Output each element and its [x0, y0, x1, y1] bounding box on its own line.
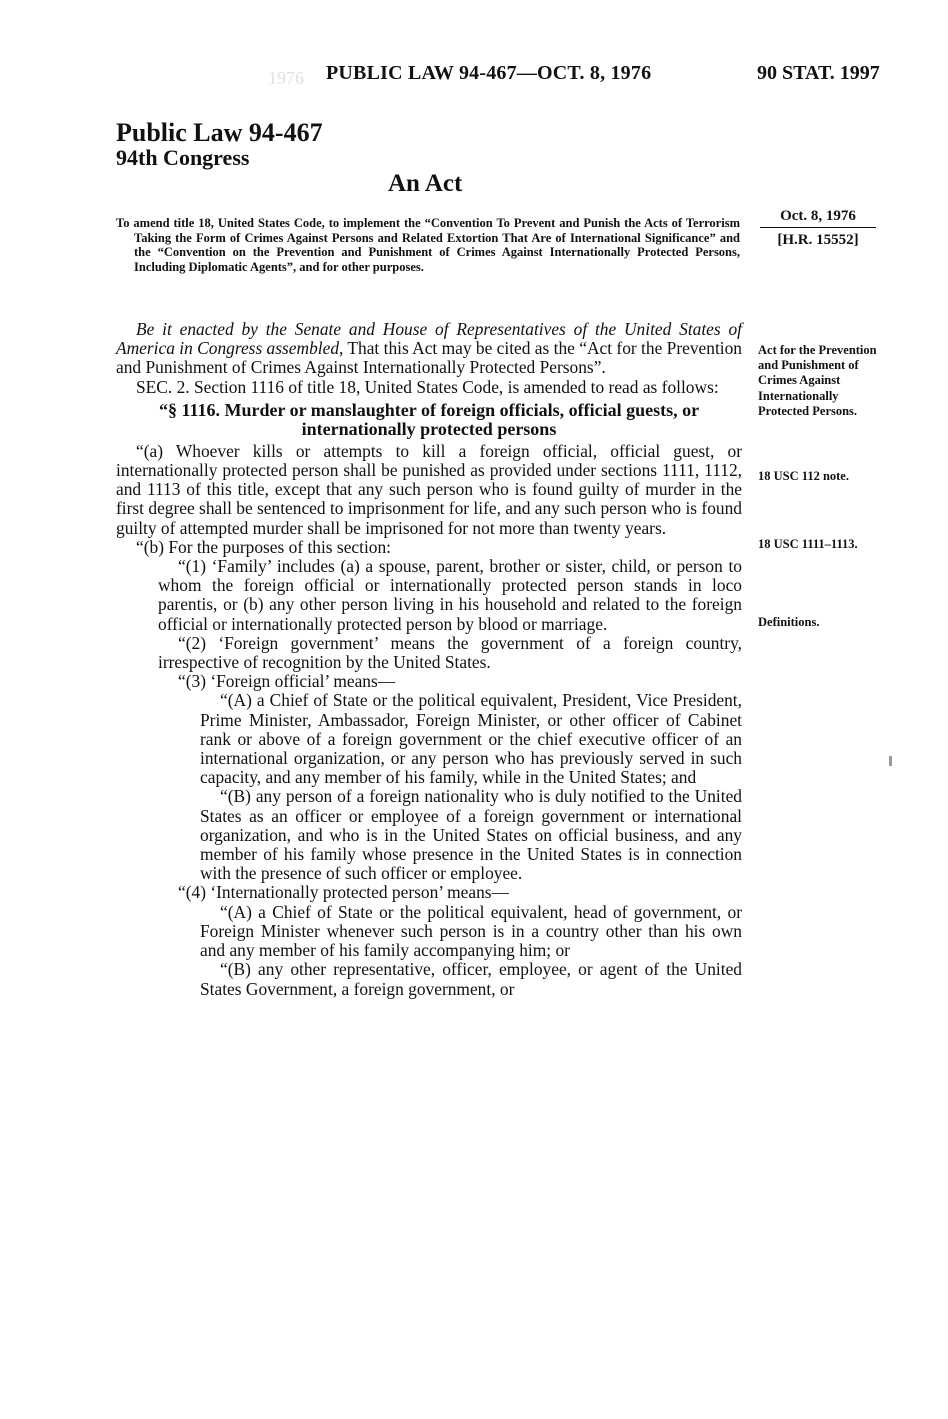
- section-1116-heading: “§ 1116. Murder or manslaughter of foreign officials, official guests, or internationally protected persons: [158, 399, 700, 439]
- enactment-date: Oct. 8, 1976: [760, 208, 876, 228]
- margin-note-definitions: Definitions.: [758, 615, 820, 629]
- bill-number: [H.R. 15552]: [777, 232, 859, 248]
- bleed-through-text: 1976: [268, 68, 304, 88]
- scan-mark: [889, 756, 892, 766]
- purpose-text: To amend title 18, United States Code, to implement the “Convention To Prevent and Punish the Acts of Terrorism Taking the Form of Crimes Against Persons and Related Extortion That Are of International Significance” and the “Convention on the Prevention and Punishment of Crimes Against Internationally Protected Persons, Including Diplomatic Agents”, and for other purposes.: [116, 216, 740, 274]
- running-header-title: PUBLIC LAW 94-467—OCT. 8, 1976: [326, 62, 652, 84]
- definition-2-foreign-government: “(2) ‘Foreign government’ means the government of a foreign country, irrespective of recognition by the United States.: [158, 632, 742, 673]
- definition-3B: “(B) any person of a foreign nationality who is duly notified to the United States as an officer or employee of a foreign government or international organization, and who is in the United States on official business, and any member of his family whose presence in the United States is in connection with the presence of such officer or employee.: [200, 786, 742, 884]
- definition-4A: “(A) a Chief of State or the political equivalent, head of government, or Foreign Minister whenever such person is in a country other than his own and any member of his family accompanying him; or: [200, 901, 742, 961]
- subsection-a: “(a) Whoever kills or attempts to kill a foreign official, official guest, or internationally protected person shall be punished as provided under sections 1111, 1112, and 1113 of this title, except that any such person who is found guilty of murder in the first degree shall be sentenced to imprisonment for life, and any such person who is found guilty of attempted murder shall be imprisoned for not more than twenty years.: [116, 440, 742, 538]
- definition-3A: “(A) a Chief of State or the political equivalent, President, Vice President, Prime Minister, Ambassador, Foreign Minister, or other officer of Cabinet rank or above of a foreign government or the chief executive officer of an international organization, or any person who has previously served in such capacity, and any member of his family, while in the United States; and: [200, 690, 742, 788]
- definition-1-family: “(1) ‘Family’ includes (a) a spouse, parent, brother or sister, child, or person to whom the foreign official or internationally protected person stands in loco parentis, or (b) any other person living in his household and related to the foreign official or internationally protected person by blood or marriage.: [158, 556, 742, 634]
- enacting-clause-rest: That this Act may be cited as the “Act for the Prevention and Punishment of Crimes Against Internationally Protected Persons”.: [116, 338, 742, 378]
- definition-4B: “(B) any other representative, officer, employee, or agent of the United States Government, a foreign government, or: [200, 959, 742, 999]
- enacting-clause-italic: Be it enacted by the Senate and House of Representatives of the United States of America in Congress assembled,: [116, 319, 742, 359]
- definition-3-foreign-official: “(3) ‘Foreign official’ means—: [178, 671, 396, 692]
- section-2: SEC. 2. Section 1116 of title 18, United States Code, is amended to read as follows:: [136, 376, 719, 397]
- statute-page-number: 90 STAT. 1997: [757, 62, 880, 84]
- public-law-number: Public Law 94-467: [116, 118, 323, 147]
- date-box: [760, 208, 876, 249]
- purpose-clause: [116, 216, 740, 274]
- margin-note-short-title: Act for the Prevention and Punishment of Crimes Against Internationally Protected Persons.: [758, 343, 877, 418]
- margin-note-usc-1111: 18 USC 1111–1113.: [758, 537, 858, 551]
- subsection-b: “(b) For the purposes of this section:: [136, 536, 392, 557]
- definition-4-protected-person: “(4) ‘Internationally protected person’ means—: [178, 882, 509, 903]
- enacting-clause: [116, 320, 742, 378]
- congress-label: 94th Congress: [116, 145, 250, 170]
- statute-body: [116, 320, 742, 999]
- margin-note-usc-112: 18 USC 112 note.: [758, 469, 849, 483]
- an-act-heading: An Act: [388, 170, 463, 197]
